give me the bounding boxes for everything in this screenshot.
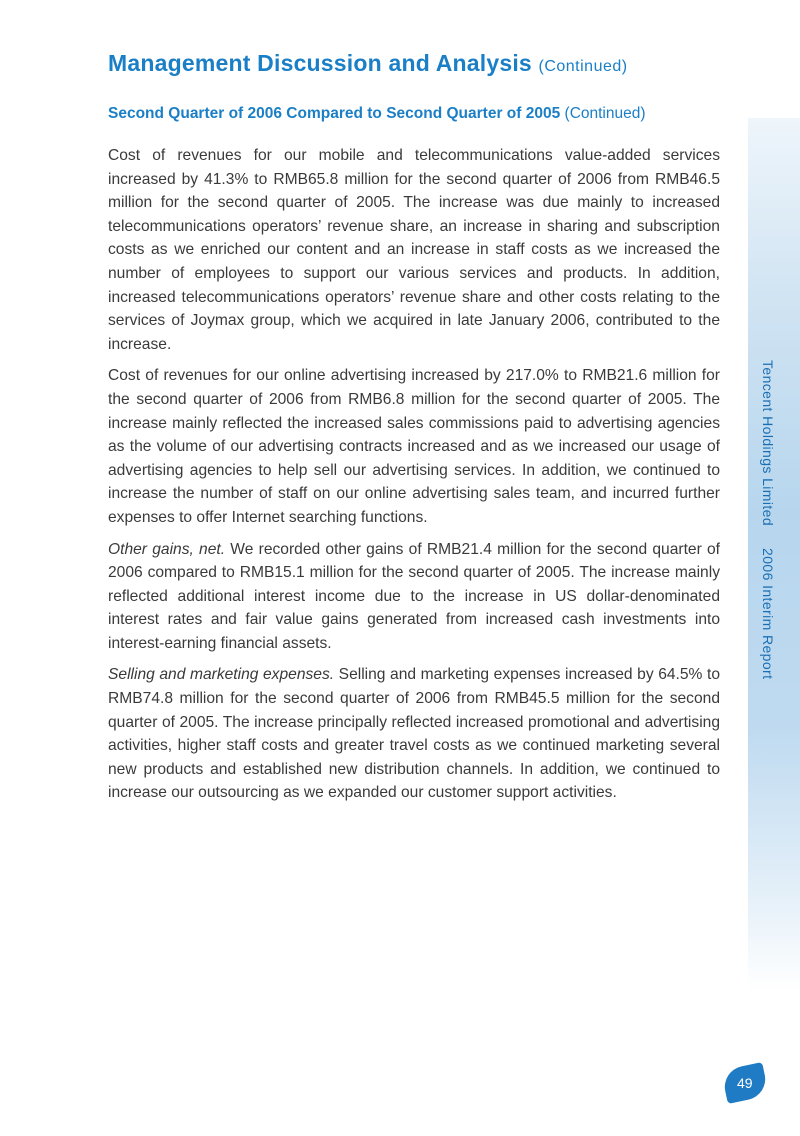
side-running-title	[756, 360, 776, 720]
section-heading	[108, 105, 646, 123]
section-heading-suffix: (Continued)	[564, 105, 646, 122]
page-title	[108, 50, 628, 77]
paragraph-other-gains	[108, 538, 720, 656]
paragraph-text: Cost of revenues for our mobile and telecommunications value-added services increased by 41.3% to RMB65.8 million for the second quarter of 2006 from RMB46.5 million for the second quarter of 2005. The increase was due mainly to increased telecommunications operators’ revenue share, an increase in sharing and subscription costs as we enriched our content and an increase in staff costs as we increased the number of employees to support our various services and products. In addition, increased telecommunications operators’ revenue share and other costs relating to the services of Joymax group, which we acquired in late January 2006, contributed to the increase.	[108, 147, 720, 353]
paragraph-selling-marketing	[108, 663, 720, 805]
page-number-badge	[721, 1062, 769, 1104]
side-company-name: Tencent Holdings Limited	[760, 360, 776, 527]
page-title-main: Management Discussion and Analysis	[108, 50, 532, 76]
body-text	[108, 144, 720, 813]
paragraph-mobile-costs	[108, 144, 720, 356]
paragraph-text: We recorded other gains of RMB21.4 million for the second quarter of 2006 compared to RMB15.1 million for the second quarter of 2005. The increase mainly reflected additional interest income due to the increase in US dollar-denominated interest rates and fair value gains generated from increased cash investments into interest-earning financial assets.	[108, 540, 720, 652]
page-number: 49	[737, 1075, 753, 1092]
side-report-name: 2006 Interim Report	[760, 548, 776, 680]
page-title-suffix: (Continued)	[538, 58, 628, 75]
paragraph-advertising-costs	[108, 364, 720, 529]
paragraph-lead: Other gains, net.	[108, 540, 226, 558]
paragraph-text: Cost of revenues for our online advertising increased by 217.0% to RMB21.6 million for the second quarter of 2006 from RMB6.8 million for the second quarter of 2005. The increase mainly reflected the increased sales commissions paid to advertising agencies as the volume of our advertising contracts increased and as we increased our usage of advertising agencies to help sell our advertising services. In addition, we continued to increase the number of staff on our online advertising sales team, and incurred further expenses to offer Internet searching functions.	[108, 367, 720, 526]
section-heading-main: Second Quarter of 2006 Compared to Second Quarter of 2005	[108, 105, 561, 122]
paragraph-text: Selling and marketing expenses increased by 64.5% to RMB74.8 million for the second quarter of 2006 from RMB45.5 million for the second quarter of 2005. The increase principally reflected increased promotional and advertising activities, higher staff costs and greater travel costs as we continued marketing several new products and established new distribution channels. In addition, we continued to increase our outsourcing as we expanded our customer support activities.	[108, 666, 720, 802]
paragraph-lead: Selling and marketing expenses.	[108, 666, 335, 684]
